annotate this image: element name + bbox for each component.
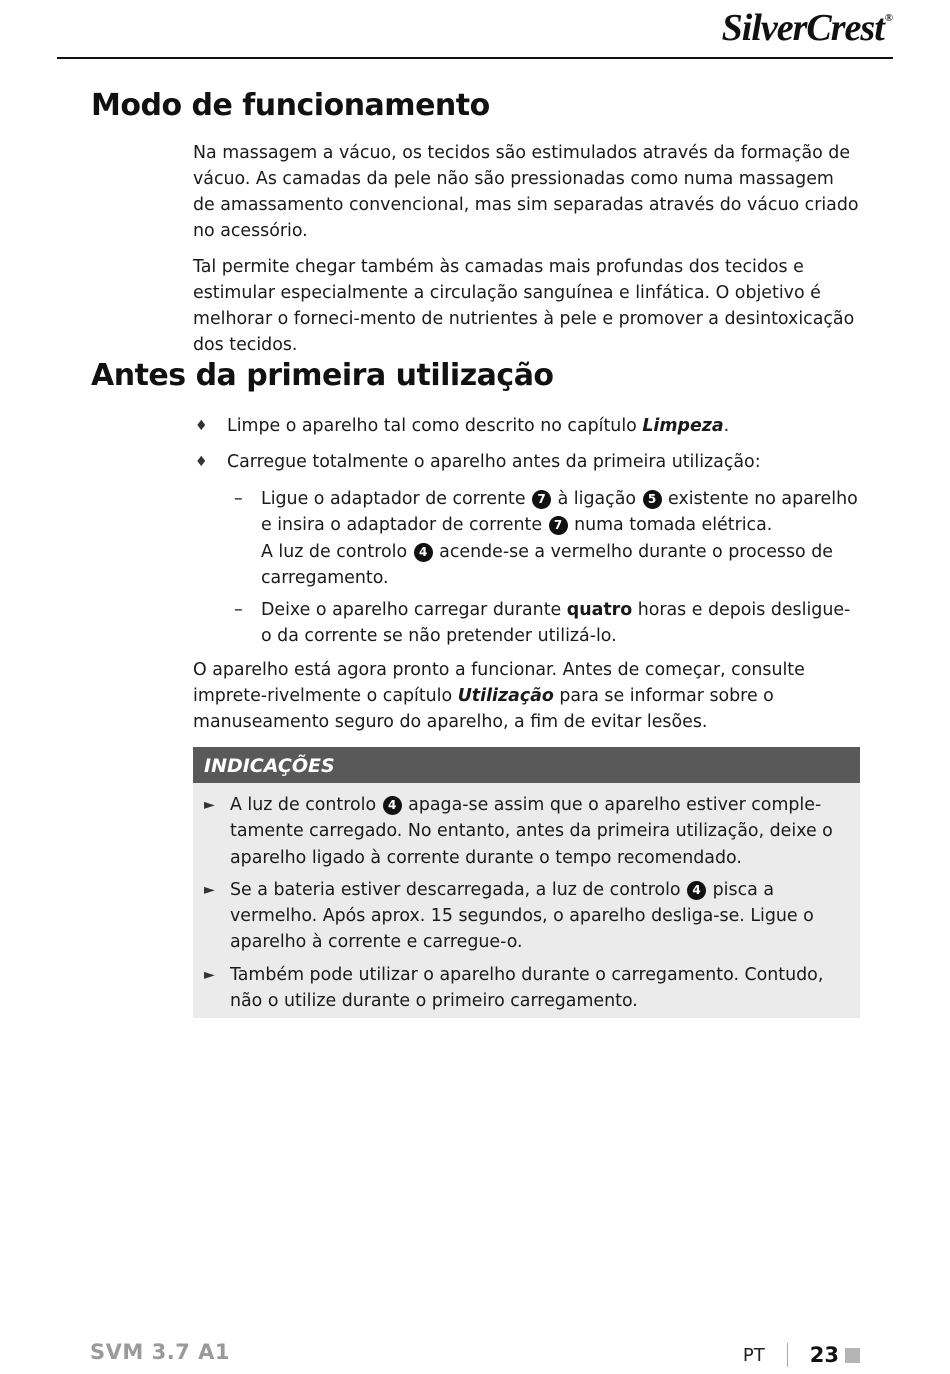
bullet-text: Carregue totalmente o aparelho antes da primeira utilização:	[227, 452, 761, 472]
emphasis-quatro: quatro	[566, 600, 633, 621]
section-title-antes: Antes da primeira utilização	[91, 358, 554, 393]
number-badge-icon: 7	[532, 490, 551, 509]
diamond-bullet-icon: ♦	[195, 454, 208, 470]
closing-text: para se informar sobre o manuseamento seguro do aparelho, a fim de evitar lesões.	[193, 686, 774, 732]
footer-divider	[787, 1343, 788, 1367]
note-text: Se a bateria estiver descarregada, a luz de controlo	[230, 879, 687, 900]
note-item	[204, 877, 846, 956]
number-badge-icon: 7	[549, 516, 568, 535]
page-number: 23	[809, 1343, 839, 1367]
arrow-bullet-icon: ►	[204, 966, 215, 983]
diamond-bullet-icon: ♦	[195, 418, 208, 434]
sub-text: existente no aparelho e insira o adaptador de corrente	[261, 489, 858, 536]
notes-title: INDICAÇÕES	[193, 747, 860, 783]
number-badge-icon: 4	[414, 543, 433, 562]
square-marker-icon	[845, 1348, 860, 1363]
dash-bullet: –	[234, 489, 243, 509]
note-text: pisca a vermelho. Após aprox. 15 segundos, o aparelho desliga-se. Ligue o aparelho à corrente e carregue-o.	[230, 879, 814, 953]
notes-list	[193, 783, 860, 1014]
section-title-modo: Modo de funcionamento	[91, 88, 490, 123]
bullet-list	[193, 413, 861, 485]
sub-item	[228, 486, 861, 591]
sub-text: à ligação	[552, 489, 642, 509]
bullet-end: .	[723, 416, 730, 436]
arrow-bullet-icon: ►	[204, 797, 215, 813]
brand-logo	[722, 6, 892, 50]
number-badge-icon: 5	[643, 490, 662, 509]
number-badge-icon: 4	[687, 881, 706, 900]
number-badge-icon: 4	[383, 796, 402, 815]
brand-name: SilverCrest	[721, 7, 884, 49]
dash-bullet: –	[234, 600, 243, 621]
closing-text: O aparelho está agora pronto a funcionar. Antes de começar, consulte imprete-rivelmente o capítulo	[193, 660, 805, 706]
sub-text: A luz de controlo	[261, 541, 413, 562]
note-item	[204, 792, 846, 871]
note-text: apaga-se assim que o aparelho estiver comple-tamente carregado. No entanto, antes da primeira utilização, deixe o aparelho ligado à corrente durante o tempo recomendado.	[230, 795, 833, 868]
chapter-reference-limpeza: Limpeza	[642, 416, 724, 436]
chapter-reference-utilizacao: Utilização	[457, 686, 554, 706]
closing-paragraph	[193, 657, 861, 735]
bullet-item	[193, 449, 861, 475]
arrow-bullet-icon: ►	[204, 881, 215, 898]
registered-mark: ®	[884, 12, 892, 24]
notes-box	[193, 747, 860, 1018]
sub-item	[228, 597, 861, 650]
note-text: A luz de controlo	[230, 795, 382, 815]
sub-text: Deixe o aparelho carregar durante	[261, 600, 567, 621]
modo-paragraph-1: Na massagem a vácuo, os tecidos são estimulados através da formação de vácuo. As camadas da pele não são pressionadas como numa massagem de amassamento convencional, mas sim separadas através do vácuo criado no acessório.	[193, 143, 859, 241]
sub-text: horas e depois desligue-o da corrente se não pretender utilizá-lo.	[261, 600, 851, 647]
note-item	[204, 962, 846, 1015]
sub-text: acende-se a vermelho durante o processo de carregamento.	[261, 541, 833, 588]
bullet-text: Limpe o aparelho tal como descrito no capítulo	[227, 416, 643, 436]
footer-page-info	[743, 1340, 860, 1370]
sub-list	[228, 486, 861, 656]
header-rule	[57, 57, 893, 59]
bullet-item	[193, 413, 861, 439]
sub-text: Ligue o adaptador de corrente	[261, 489, 532, 509]
footer-model: SVM 3.7 A1	[90, 1340, 230, 1364]
modo-paragraph-2: Tal permite chegar também às camadas mais profundas dos tecidos e estimular especialmente a circulação sanguínea e linfática. O objetivo é melhorar o forneci-mento de nutrientes à pele e promover a desintoxicação dos tecidos.	[193, 257, 855, 355]
footer-language: PT	[742, 1344, 765, 1366]
note-text: Também pode utilizar o aparelho durante o carregamento. Contudo, não o utilize durante o primeiro carregamento.	[230, 964, 824, 1012]
sub-text: numa tomada elétrica.	[568, 515, 773, 536]
